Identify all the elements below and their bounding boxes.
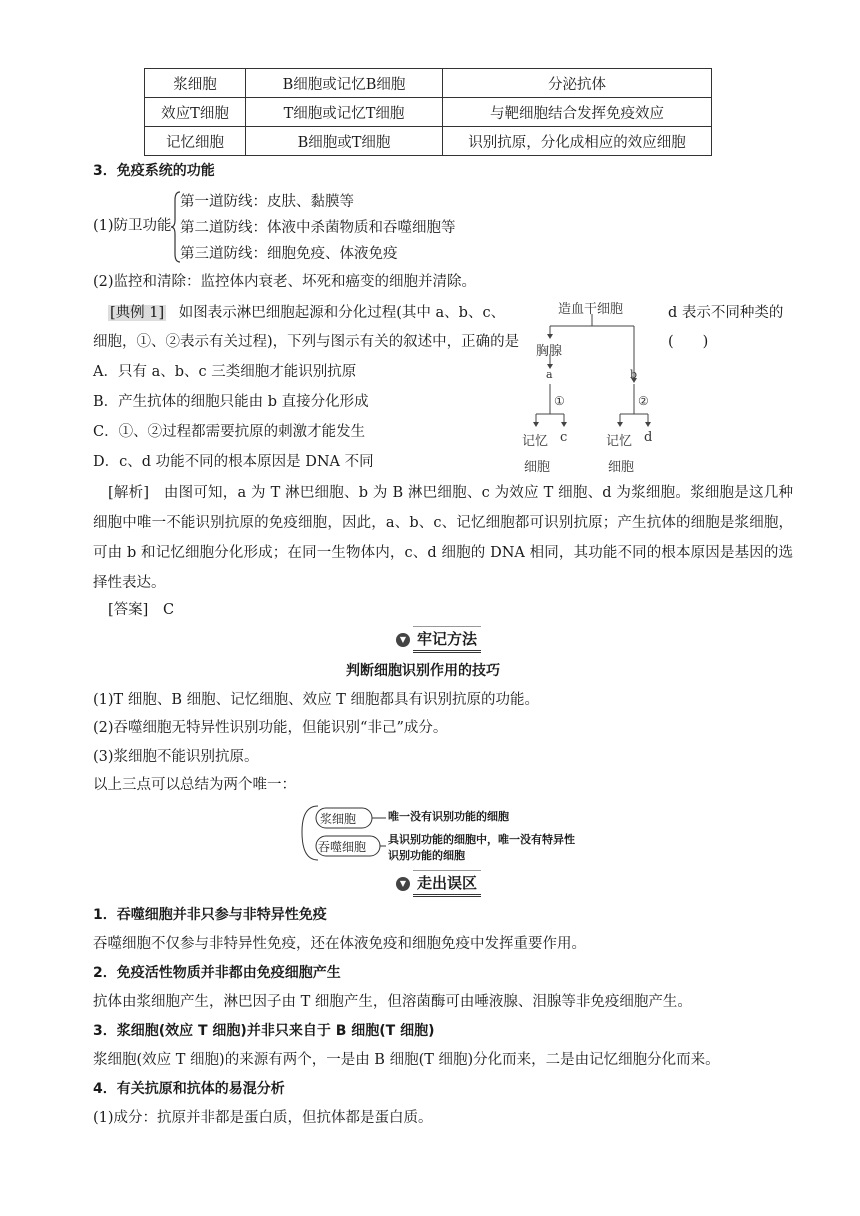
- summary-note-1: 唯一没有识别功能的细胞: [388, 810, 509, 823]
- table-row: [145, 69, 712, 98]
- table-cell: 与靶细胞结合发挥免疫效应: [443, 98, 712, 127]
- method-badge: [396, 626, 481, 653]
- mistake-heading: 3．浆细胞(效应 T 细胞)并非只来自于 B 细胞(T 细胞): [93, 1023, 435, 1039]
- diagram-c: c: [560, 430, 568, 445]
- defense-line: 第二道防线：体液中杀菌物质和吞噬细胞等: [180, 220, 456, 236]
- mistake-heading: 1．吞噬细胞并非只参与非特异性免疫: [93, 907, 327, 923]
- example-stem: 如图表示淋巴细胞起源和分化过程(其中 a、b、c、: [178, 305, 506, 321]
- table-cell: 分泌抗体: [443, 69, 712, 98]
- summary-box-plasma: 浆细胞: [320, 812, 357, 826]
- lymphocyte-diagram: [518, 296, 668, 474]
- diagram-memory: 记忆: [606, 434, 633, 449]
- analysis-paragraph: [93, 478, 793, 598]
- method-summary: 以上三点可以总结为两个唯一：: [93, 777, 296, 793]
- defense-label: (1)防卫功能: [93, 218, 172, 234]
- mistake-text: 抗体由浆细胞产生，淋巴因子由 T 细胞产生，但溶菌酶可由唾液腺、泪腺等非免疫细胞产生。: [93, 994, 692, 1010]
- diagram-stem-cell: 造血干细胞: [558, 302, 624, 317]
- option-b: B．产生抗体的细胞只能由 b 直接分化形成: [93, 394, 369, 410]
- table-cell: B细胞或T细胞: [246, 127, 443, 156]
- table-cell: 识别抗原，分化成相应的效应细胞: [443, 127, 712, 156]
- analysis-text: 由图可知，a 为 T 淋巴细胞、b 为 B 淋巴细胞、c 为效应 T 细胞、d 为浆细胞。浆细胞是这几种细胞中唯一不能识别抗原的免疫细胞，因此，a、b、c、记忆细胞都可识别抗原；产生抗体的细胞是浆细胞，可由 b 和记忆细胞分化形成；在同一生物体内，c、d 细胞的 DNA 相同，其功能不同的根本原因是基因的选择性表达。: [93, 485, 793, 591]
- mistake-text: 浆细胞(效应 T 细胞)的来源有两个，一是由 B 细胞(T 细胞)分化而来，二是由记忆细胞分化而来。: [93, 1052, 720, 1068]
- defense-line: 第一道防线：皮肤、黏膜等: [180, 194, 354, 210]
- method-title: 判断细胞识别作用的技巧: [346, 663, 500, 679]
- table-cell: 效应T细胞: [145, 98, 246, 127]
- method-badge-label: 牢记方法: [413, 626, 481, 653]
- mistake-text: 吞噬细胞不仅参与非特异性免疫，还在体液免疫和细胞免疫中发挥重要作用。: [93, 936, 586, 952]
- diagram-cell: 细胞: [524, 460, 551, 475]
- diagram-cell: 细胞: [608, 460, 635, 475]
- mistakes-badge-label: 走出误区: [413, 870, 481, 897]
- analysis-tag: [解析]: [108, 485, 150, 501]
- option-c: C．①、②过程都需要抗原的刺激才能发生: [93, 424, 366, 440]
- option-d: D．c、d 功能不同的根本原因是 DNA 不同: [93, 454, 374, 470]
- mistake-heading: 2．免疫活性物质并非都由免疫细胞产生: [93, 965, 341, 981]
- triangle-down-icon: ▼: [396, 877, 410, 891]
- diagram-a: a: [546, 368, 553, 381]
- diagram-thymus: 胸腺: [536, 344, 563, 359]
- monitor-text: (2)监控和清除：监控体内衰老、坏死和癌变的细胞并清除。: [93, 274, 477, 290]
- summary-box-phagocyte: 吞噬细胞: [318, 840, 367, 854]
- table-row: [145, 98, 712, 127]
- answer-paren: ( ): [668, 334, 709, 350]
- answer-value: C: [162, 602, 175, 618]
- diagram-process-1: ①: [554, 394, 565, 408]
- cell-table: [144, 68, 712, 156]
- example-stem: 细胞，①、②表示有关过程)，下列与图示有关的叙述中，正确的是: [93, 334, 520, 350]
- diagram-memory: 记忆: [522, 434, 549, 449]
- answer-tag: [答案]: [108, 602, 149, 618]
- summary-note-2: 具识别功能的细胞中，唯一没有特异性: [388, 833, 575, 846]
- mistake-text: (1)成分：抗原并非都是蛋白质，但抗体都是蛋白质。: [93, 1110, 433, 1126]
- triangle-down-icon: ▼: [396, 633, 410, 647]
- table-cell: T细胞或记忆T细胞: [246, 98, 443, 127]
- mistake-heading: 4．有关抗原和抗体的易混分析: [93, 1081, 285, 1097]
- diagram-process-2: ②: [638, 394, 649, 408]
- table-cell: B细胞或记忆B细胞: [246, 69, 443, 98]
- section-heading: 3．免疫系统的功能: [93, 163, 215, 179]
- method-item: (3)浆细胞不能识别抗原。: [93, 749, 259, 765]
- table-cell: 记忆细胞: [145, 127, 246, 156]
- method-item: (2)吞噬细胞无特异性识别功能，但能识别“非己”成分。: [93, 720, 448, 736]
- mistakes-badge: [396, 870, 481, 897]
- example-stem-right: d 表示不同种类的: [668, 305, 784, 321]
- option-a: A．只有 a、b、c 三类细胞才能识别抗原: [93, 364, 357, 380]
- table-row: [145, 127, 712, 156]
- defense-line: 第三道防线：细胞免疫、体液免疫: [180, 246, 398, 262]
- summary-note-2b: 识别功能的细胞: [388, 849, 465, 862]
- table-cell: 浆细胞: [145, 69, 246, 98]
- diagram-d: d: [644, 430, 653, 445]
- example-tag: [典例 1]: [110, 305, 165, 321]
- method-item: (1)T 细胞、B 细胞、记忆细胞、效应 T 细胞都具有识别抗原的功能。: [93, 692, 539, 708]
- diagram-b: b: [630, 368, 638, 381]
